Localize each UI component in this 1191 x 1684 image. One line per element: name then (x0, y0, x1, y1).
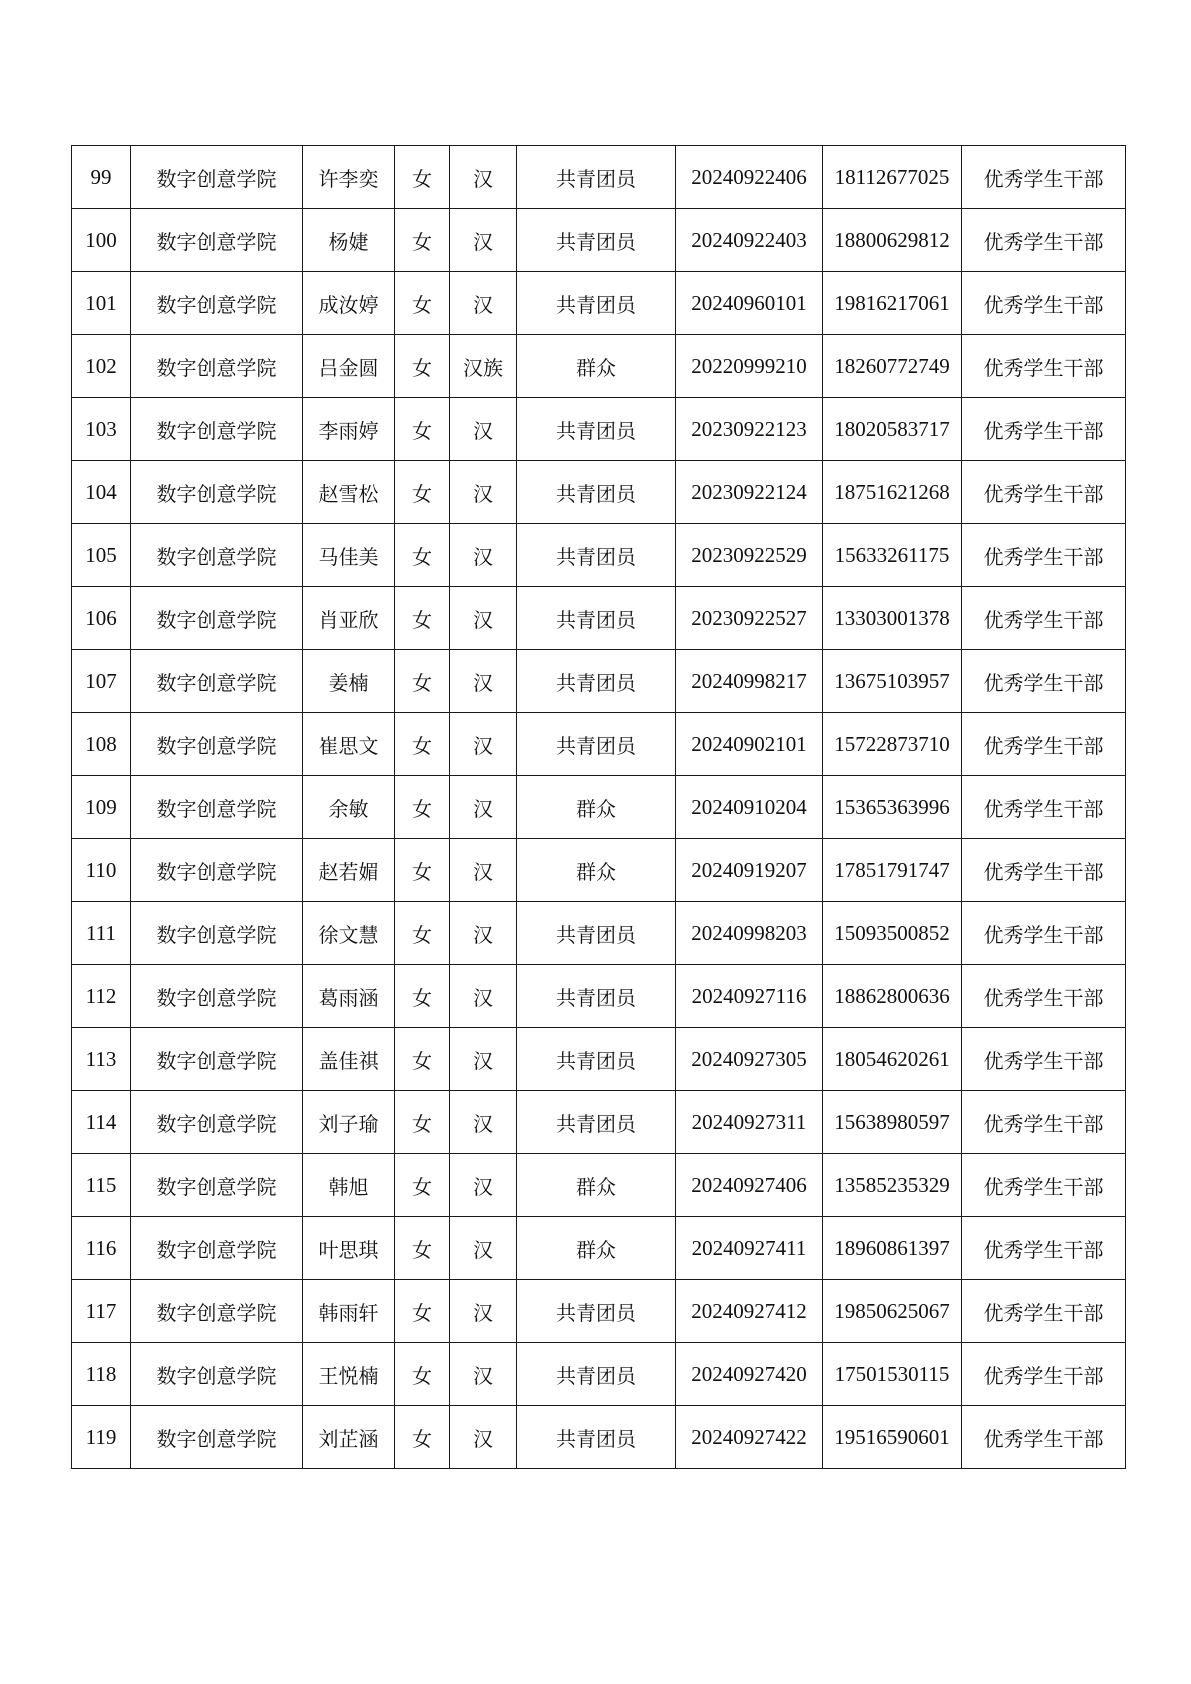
name-cell: 许李奕 (303, 146, 395, 209)
table-row (72, 1091, 1126, 1154)
name-cell: 杨婕 (303, 209, 395, 272)
ethnicity-cell: 汉 (450, 1091, 517, 1154)
name-cell: 余敏 (303, 776, 395, 839)
name-cell: 赵若媚 (303, 839, 395, 902)
college-cell: 数字创意学院 (131, 1280, 303, 1343)
student-id-cell: 20240922403 (676, 209, 823, 272)
political-status-cell: 群众 (517, 335, 676, 398)
row-number-cell: 100 (72, 209, 131, 272)
ethnicity-cell: 汉 (450, 587, 517, 650)
table-row (72, 272, 1126, 335)
row-number-cell: 107 (72, 650, 131, 713)
student-id-cell: 20230922123 (676, 398, 823, 461)
row-number-cell: 104 (72, 461, 131, 524)
award-cell: 优秀学生干部 (962, 587, 1126, 650)
table-row (72, 398, 1126, 461)
phone-cell: 13303001378 (823, 587, 962, 650)
college-cell: 数字创意学院 (131, 839, 303, 902)
ethnicity-cell: 汉 (450, 1028, 517, 1091)
gender-cell: 女 (395, 776, 450, 839)
political-status-cell: 共青团员 (517, 713, 676, 776)
award-cell: 优秀学生干部 (962, 524, 1126, 587)
phone-cell: 15638980597 (823, 1091, 962, 1154)
gender-cell: 女 (395, 209, 450, 272)
college-cell: 数字创意学院 (131, 713, 303, 776)
table-row (72, 839, 1126, 902)
phone-cell: 18054620261 (823, 1028, 962, 1091)
student-id-cell: 20220999210 (676, 335, 823, 398)
gender-cell: 女 (395, 398, 450, 461)
row-number-cell: 105 (72, 524, 131, 587)
student-id-cell: 20240927116 (676, 965, 823, 1028)
table-row (72, 209, 1126, 272)
award-cell: 优秀学生干部 (962, 398, 1126, 461)
ethnicity-cell: 汉 (450, 272, 517, 335)
student-id-cell: 20230922527 (676, 587, 823, 650)
award-cell: 优秀学生干部 (962, 713, 1126, 776)
phone-cell: 18751621268 (823, 461, 962, 524)
roster-table (71, 145, 1126, 1469)
name-cell: 肖亚欣 (303, 587, 395, 650)
college-cell: 数字创意学院 (131, 587, 303, 650)
ethnicity-cell: 汉 (450, 902, 517, 965)
name-cell: 崔思文 (303, 713, 395, 776)
student-id-cell: 20240927422 (676, 1406, 823, 1469)
political-status-cell: 群众 (517, 1154, 676, 1217)
row-number-cell: 119 (72, 1406, 131, 1469)
table-row (72, 587, 1126, 650)
college-cell: 数字创意学院 (131, 398, 303, 461)
table-row (72, 965, 1126, 1028)
gender-cell: 女 (395, 1154, 450, 1217)
political-status-cell: 共青团员 (517, 965, 676, 1028)
student-id-cell: 20240910204 (676, 776, 823, 839)
name-cell: 盖佳祺 (303, 1028, 395, 1091)
ethnicity-cell: 汉 (450, 650, 517, 713)
row-number-cell: 110 (72, 839, 131, 902)
college-cell: 数字创意学院 (131, 1028, 303, 1091)
name-cell: 姜楠 (303, 650, 395, 713)
roster-body (72, 146, 1126, 1469)
table-row (72, 461, 1126, 524)
ethnicity-cell: 汉 (450, 524, 517, 587)
political-status-cell: 共青团员 (517, 398, 676, 461)
award-cell: 优秀学生干部 (962, 776, 1126, 839)
college-cell: 数字创意学院 (131, 650, 303, 713)
table-row (72, 335, 1126, 398)
gender-cell: 女 (395, 965, 450, 1028)
gender-cell: 女 (395, 1343, 450, 1406)
row-number-cell: 111 (72, 902, 131, 965)
college-cell: 数字创意学院 (131, 524, 303, 587)
political-status-cell: 共青团员 (517, 650, 676, 713)
award-cell: 优秀学生干部 (962, 1280, 1126, 1343)
phone-cell: 13675103957 (823, 650, 962, 713)
gender-cell: 女 (395, 1217, 450, 1280)
political-status-cell: 共青团员 (517, 1343, 676, 1406)
political-status-cell: 群众 (517, 839, 676, 902)
gender-cell: 女 (395, 1091, 450, 1154)
name-cell: 韩雨轩 (303, 1280, 395, 1343)
award-cell: 优秀学生干部 (962, 902, 1126, 965)
political-status-cell: 共青团员 (517, 524, 676, 587)
ethnicity-cell: 汉 (450, 839, 517, 902)
award-cell: 优秀学生干部 (962, 272, 1126, 335)
award-cell: 优秀学生干部 (962, 1343, 1126, 1406)
phone-cell: 18960861397 (823, 1217, 962, 1280)
political-status-cell: 共青团员 (517, 1280, 676, 1343)
phone-cell: 18862800636 (823, 965, 962, 1028)
student-id-cell: 20240927406 (676, 1154, 823, 1217)
name-cell: 葛雨涵 (303, 965, 395, 1028)
name-cell: 成汝婷 (303, 272, 395, 335)
name-cell: 徐文慧 (303, 902, 395, 965)
ethnicity-cell: 汉 (450, 461, 517, 524)
award-cell: 优秀学生干部 (962, 461, 1126, 524)
college-cell: 数字创意学院 (131, 1343, 303, 1406)
row-number-cell: 117 (72, 1280, 131, 1343)
row-number-cell: 102 (72, 335, 131, 398)
name-cell: 韩旭 (303, 1154, 395, 1217)
ethnicity-cell: 汉 (450, 965, 517, 1028)
row-number-cell: 109 (72, 776, 131, 839)
name-cell: 王悦楠 (303, 1343, 395, 1406)
table-row (72, 902, 1126, 965)
award-cell: 优秀学生干部 (962, 650, 1126, 713)
gender-cell: 女 (395, 461, 450, 524)
ethnicity-cell: 汉 (450, 1280, 517, 1343)
student-id-cell: 20240927311 (676, 1091, 823, 1154)
phone-cell: 13585235329 (823, 1154, 962, 1217)
award-cell: 优秀学生干部 (962, 1028, 1126, 1091)
ethnicity-cell: 汉 (450, 1217, 517, 1280)
table-row (72, 650, 1126, 713)
student-id-cell: 20240960101 (676, 272, 823, 335)
gender-cell: 女 (395, 272, 450, 335)
table-row (72, 713, 1126, 776)
college-cell: 数字创意学院 (131, 1406, 303, 1469)
row-number-cell: 114 (72, 1091, 131, 1154)
political-status-cell: 共青团员 (517, 902, 676, 965)
award-cell: 优秀学生干部 (962, 1154, 1126, 1217)
phone-cell: 18020583717 (823, 398, 962, 461)
ethnicity-cell: 汉族 (450, 335, 517, 398)
ethnicity-cell: 汉 (450, 146, 517, 209)
gender-cell: 女 (395, 1280, 450, 1343)
table-row (72, 776, 1126, 839)
college-cell: 数字创意学院 (131, 902, 303, 965)
phone-cell: 19816217061 (823, 272, 962, 335)
ethnicity-cell: 汉 (450, 209, 517, 272)
political-status-cell: 群众 (517, 1217, 676, 1280)
gender-cell: 女 (395, 902, 450, 965)
gender-cell: 女 (395, 587, 450, 650)
award-cell: 优秀学生干部 (962, 1406, 1126, 1469)
row-number-cell: 103 (72, 398, 131, 461)
phone-cell: 17851791747 (823, 839, 962, 902)
student-id-cell: 20240927305 (676, 1028, 823, 1091)
college-cell: 数字创意学院 (131, 1217, 303, 1280)
college-cell: 数字创意学院 (131, 776, 303, 839)
student-id-cell: 20240998203 (676, 902, 823, 965)
award-cell: 优秀学生干部 (962, 335, 1126, 398)
name-cell: 刘子瑜 (303, 1091, 395, 1154)
political-status-cell: 共青团员 (517, 1406, 676, 1469)
political-status-cell: 共青团员 (517, 1091, 676, 1154)
ethnicity-cell: 汉 (450, 776, 517, 839)
student-id-cell: 20240919207 (676, 839, 823, 902)
student-id-cell: 20230922529 (676, 524, 823, 587)
name-cell: 李雨婷 (303, 398, 395, 461)
political-status-cell: 群众 (517, 776, 676, 839)
phone-cell: 15093500852 (823, 902, 962, 965)
political-status-cell: 共青团员 (517, 209, 676, 272)
student-id-cell: 20230922124 (676, 461, 823, 524)
award-cell: 优秀学生干部 (962, 146, 1126, 209)
gender-cell: 女 (395, 1028, 450, 1091)
ethnicity-cell: 汉 (450, 713, 517, 776)
college-cell: 数字创意学院 (131, 1154, 303, 1217)
gender-cell: 女 (395, 1406, 450, 1469)
table-row (72, 1280, 1126, 1343)
row-number-cell: 108 (72, 713, 131, 776)
phone-cell: 15722873710 (823, 713, 962, 776)
gender-cell: 女 (395, 713, 450, 776)
name-cell: 吕金圆 (303, 335, 395, 398)
college-cell: 数字创意学院 (131, 209, 303, 272)
phone-cell: 18260772749 (823, 335, 962, 398)
student-id-cell: 20240927411 (676, 1217, 823, 1280)
row-number-cell: 116 (72, 1217, 131, 1280)
table-row (72, 146, 1126, 209)
row-number-cell: 101 (72, 272, 131, 335)
table-row (72, 524, 1126, 587)
ethnicity-cell: 汉 (450, 1343, 517, 1406)
gender-cell: 女 (395, 335, 450, 398)
row-number-cell: 113 (72, 1028, 131, 1091)
row-number-cell: 99 (72, 146, 131, 209)
gender-cell: 女 (395, 524, 450, 587)
gender-cell: 女 (395, 650, 450, 713)
phone-cell: 15633261175 (823, 524, 962, 587)
ethnicity-cell: 汉 (450, 398, 517, 461)
row-number-cell: 115 (72, 1154, 131, 1217)
award-cell: 优秀学生干部 (962, 965, 1126, 1028)
student-id-cell: 20240998217 (676, 650, 823, 713)
college-cell: 数字创意学院 (131, 461, 303, 524)
phone-cell: 19516590601 (823, 1406, 962, 1469)
ethnicity-cell: 汉 (450, 1154, 517, 1217)
phone-cell: 17501530115 (823, 1343, 962, 1406)
phone-cell: 19850625067 (823, 1280, 962, 1343)
award-cell: 优秀学生干部 (962, 1091, 1126, 1154)
table-row (72, 1028, 1126, 1091)
table-row (72, 1154, 1126, 1217)
award-cell: 优秀学生干部 (962, 1217, 1126, 1280)
phone-cell: 18800629812 (823, 209, 962, 272)
college-cell: 数字创意学院 (131, 146, 303, 209)
name-cell: 马佳美 (303, 524, 395, 587)
row-number-cell: 112 (72, 965, 131, 1028)
name-cell: 叶思琪 (303, 1217, 395, 1280)
gender-cell: 女 (395, 839, 450, 902)
gender-cell: 女 (395, 146, 450, 209)
college-cell: 数字创意学院 (131, 965, 303, 1028)
row-number-cell: 106 (72, 587, 131, 650)
political-status-cell: 共青团员 (517, 461, 676, 524)
row-number-cell: 118 (72, 1343, 131, 1406)
name-cell: 刘芷涵 (303, 1406, 395, 1469)
student-id-cell: 20240927412 (676, 1280, 823, 1343)
ethnicity-cell: 汉 (450, 1406, 517, 1469)
college-cell: 数字创意学院 (131, 335, 303, 398)
student-id-cell: 20240902101 (676, 713, 823, 776)
college-cell: 数字创意学院 (131, 1091, 303, 1154)
table-row (72, 1343, 1126, 1406)
name-cell: 赵雪松 (303, 461, 395, 524)
student-id-cell: 20240922406 (676, 146, 823, 209)
political-status-cell: 共青团员 (517, 146, 676, 209)
table-row (72, 1217, 1126, 1280)
political-status-cell: 共青团员 (517, 272, 676, 335)
award-cell: 优秀学生干部 (962, 209, 1126, 272)
phone-cell: 18112677025 (823, 146, 962, 209)
political-status-cell: 共青团员 (517, 587, 676, 650)
table-row (72, 1406, 1126, 1469)
award-cell: 优秀学生干部 (962, 839, 1126, 902)
political-status-cell: 共青团员 (517, 1028, 676, 1091)
student-id-cell: 20240927420 (676, 1343, 823, 1406)
phone-cell: 15365363996 (823, 776, 962, 839)
college-cell: 数字创意学院 (131, 272, 303, 335)
